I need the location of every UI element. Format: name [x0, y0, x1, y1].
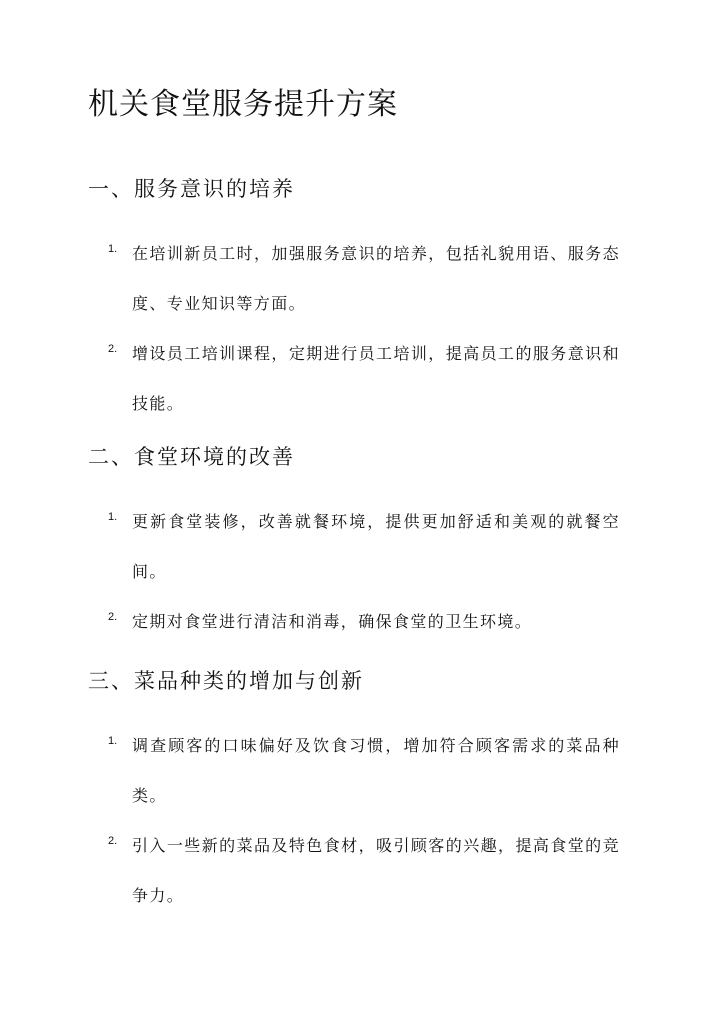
list-item-text: 引入一些新的菜品及特色食材，吸引顾客的兴趣，提高食堂的竞争力。 [132, 836, 620, 905]
list-item-text: 调查顾客的口味偏好及饮食习惯，增加符合顾客需求的菜品种类。 [132, 736, 620, 805]
list-item-number: 1. [108, 511, 118, 523]
list-item-text: 定期对食堂进行清洁和消毒，确保食堂的卫生环境。 [132, 612, 533, 631]
list-item-number: 1. [108, 735, 118, 747]
list-item-number: 2. [108, 611, 118, 623]
list-item-number: 2. [108, 835, 118, 847]
list-item-number: 1. [108, 243, 118, 255]
section-heading-service-awareness: 一、服务意识的培养 [88, 177, 295, 201]
list-item-number: 2. [108, 343, 118, 355]
document-title: 机关食堂服务提升方案 [88, 87, 398, 122]
section-heading-environment: 二、食堂环境的改善 [88, 445, 295, 469]
list-item-text: 在培训新员工时，加强服务意识的培养，包括礼貌用语、服务态度、专业知识等方面。 [132, 244, 620, 313]
list-item-text: 更新食堂装修，改善就餐环境，提供更加舒适和美观的就餐空间。 [132, 512, 620, 581]
section-heading-dishes: 三、菜品种类的增加与创新 [88, 669, 364, 693]
list-item-text: 增设员工培训课程，定期进行员工培训，提高员工的服务意识和技能。 [132, 344, 620, 413]
